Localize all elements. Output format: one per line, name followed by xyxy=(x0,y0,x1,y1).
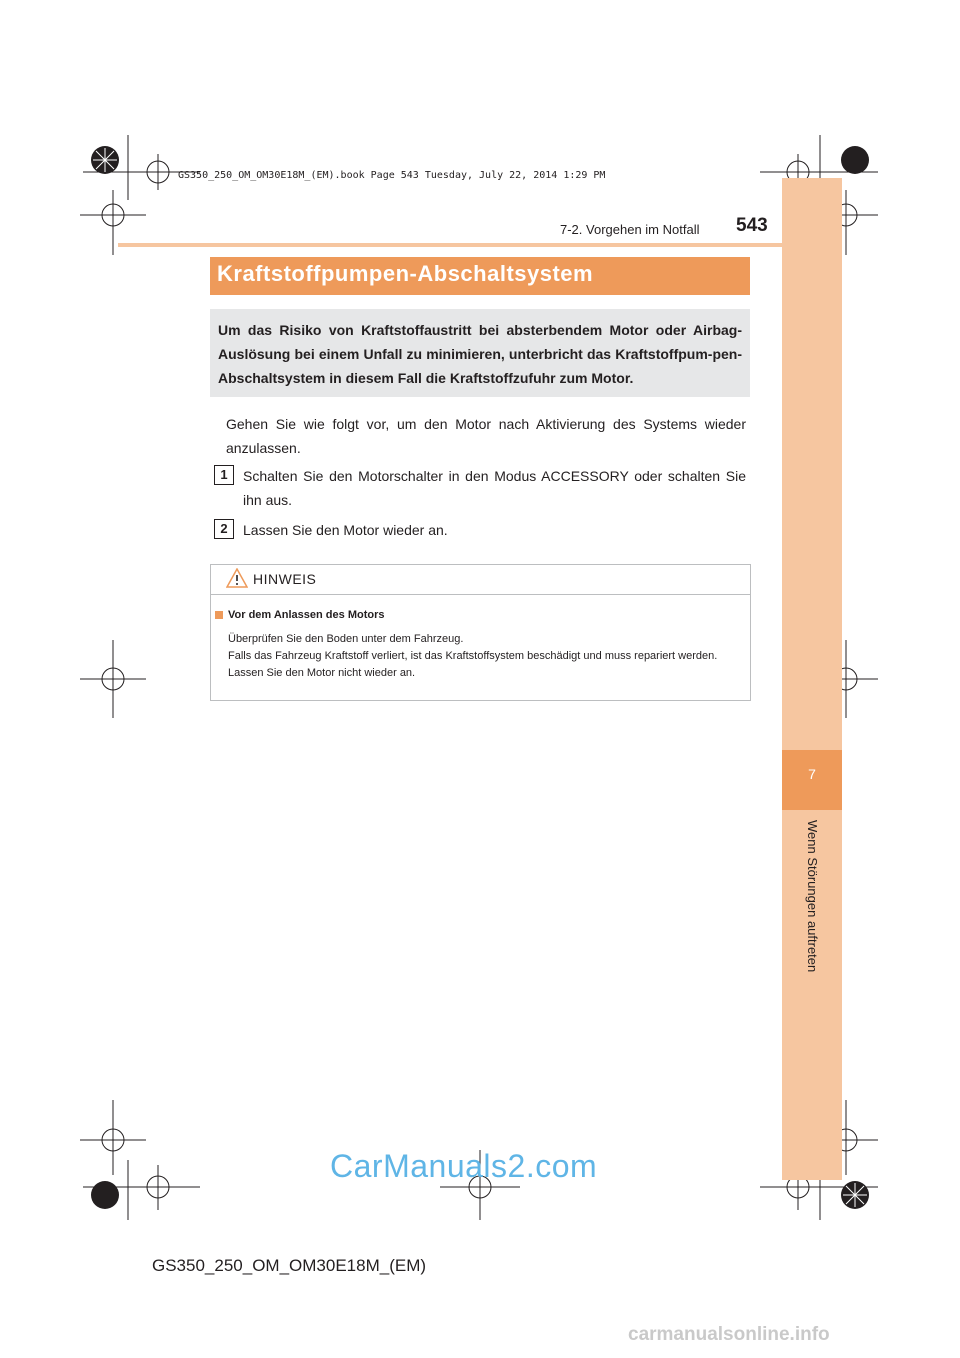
notice-line: Falls das Fahrzeug Kraftstoff verliert, ist das Kraftstoffsystem beschädigt und muss repariert werden. Lassen Sie den Motor nicht wieder an. xyxy=(228,650,718,679)
page-title: Kraftstoffpumpen-Abschaltsystem xyxy=(217,261,594,286)
header-rule xyxy=(118,243,842,247)
watermark-carmanuals2: CarManuals2.com xyxy=(330,1148,598,1184)
warning-triangle-icon xyxy=(226,568,248,588)
notice-heading: Vor dem Anlassen des Motors xyxy=(228,609,385,621)
notice-label: HINWEIS xyxy=(253,571,317,587)
step-number-badge: 1 xyxy=(214,465,234,485)
notice-divider xyxy=(211,594,750,595)
crosshair-target-icon xyxy=(80,1100,146,1175)
step-number-badge: 2 xyxy=(214,519,234,539)
chapter-title: Wenn Störungen auftreten xyxy=(805,820,820,973)
step-text: Lassen Sie den Motor wieder an. xyxy=(243,522,448,538)
notice-line: Überprüfen Sie den Boden unter dem Fahrzeug. xyxy=(228,633,464,645)
page-number: 543 xyxy=(736,215,768,236)
footer-doc-code: GS350_250_OM_OM30E18M_(EM) xyxy=(152,1256,427,1275)
crosshair-target-icon xyxy=(140,1165,176,1210)
step-text: Schalten Sie den Motorschalter in den Modus ACCESSORY oder schalten Sie ihn aus. xyxy=(243,468,746,508)
corner-disc-icon xyxy=(841,146,869,174)
book-info-line: GS350_250_OM_OM30E18M_(EM).book Page 543 Tuesday, July 22, 2014 1:29 PM xyxy=(178,170,606,181)
square-bullet-icon xyxy=(215,611,223,619)
crosshair-target-icon xyxy=(80,640,146,718)
intro-text: Um das Risiko von Kraftstoffaustritt bei absterbendem Motor oder Airbag-Auslösung bei einem Unfall zu minimieren, unterbricht das Kraftstoffpum-pen-Abschaltsystem in diesem Fall die Kraftstoffzufuhr zum Motor. xyxy=(218,322,742,386)
corner-disc-icon xyxy=(91,1181,119,1209)
crosshair-target-icon xyxy=(140,154,176,190)
section-label: 7-2. Vorgehen im Notfall xyxy=(560,222,700,237)
watermark-carmanualsonline: carmanualsonline.info xyxy=(628,1324,830,1345)
chapter-number: 7 xyxy=(808,766,816,782)
body-paragraph: Gehen Sie wie folgt vor, um den Motor nach Aktivierung des Systems wieder anzulassen. xyxy=(226,416,746,456)
notice-body xyxy=(228,631,742,682)
chapter-side-strip xyxy=(782,178,842,1180)
